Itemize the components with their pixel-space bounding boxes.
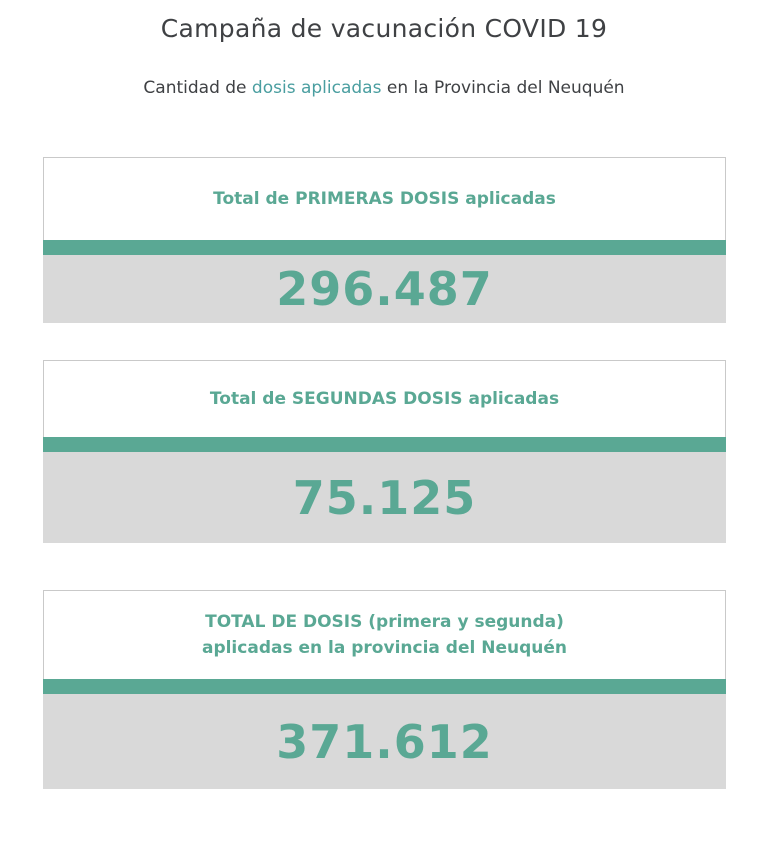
- total-doses-card: [43, 590, 726, 789]
- second-doses-card: [43, 360, 726, 543]
- second-doses-value: 75.125: [43, 452, 726, 543]
- second-doses-label: [43, 360, 726, 437]
- total-doses-label-line2: aplicadas en la provincia del Neuquén: [201, 638, 568, 658]
- subtitle-highlight: dosis aplicadas: [251, 78, 382, 98]
- total-doses-label-line1: TOTAL DE DOSIS (primera y segunda): [205, 612, 564, 632]
- page-title: Campaña de vacunación COVID 19: [160, 14, 608, 43]
- total-doses-label: [43, 590, 726, 679]
- first-doses-label-text: Total de PRIMERAS DOSIS aplicadas: [213, 189, 556, 209]
- total-doses-value: 371.612: [43, 694, 726, 789]
- first-doses-card: [43, 157, 726, 323]
- second-doses-label-text: Total de SEGUNDAS DOSIS aplicadas: [209, 389, 560, 409]
- total-doses-divider: [43, 679, 726, 694]
- subtitle-suffix: en la Provincia del Neuquén: [381, 78, 625, 98]
- second-doses-divider: [43, 437, 726, 452]
- page-subtitle: [0, 78, 768, 98]
- first-doses-divider: [43, 240, 726, 255]
- subtitle-prefix: Cantidad de: [143, 78, 252, 98]
- first-doses-label: [43, 157, 726, 240]
- first-doses-value: 296.487: [43, 255, 726, 323]
